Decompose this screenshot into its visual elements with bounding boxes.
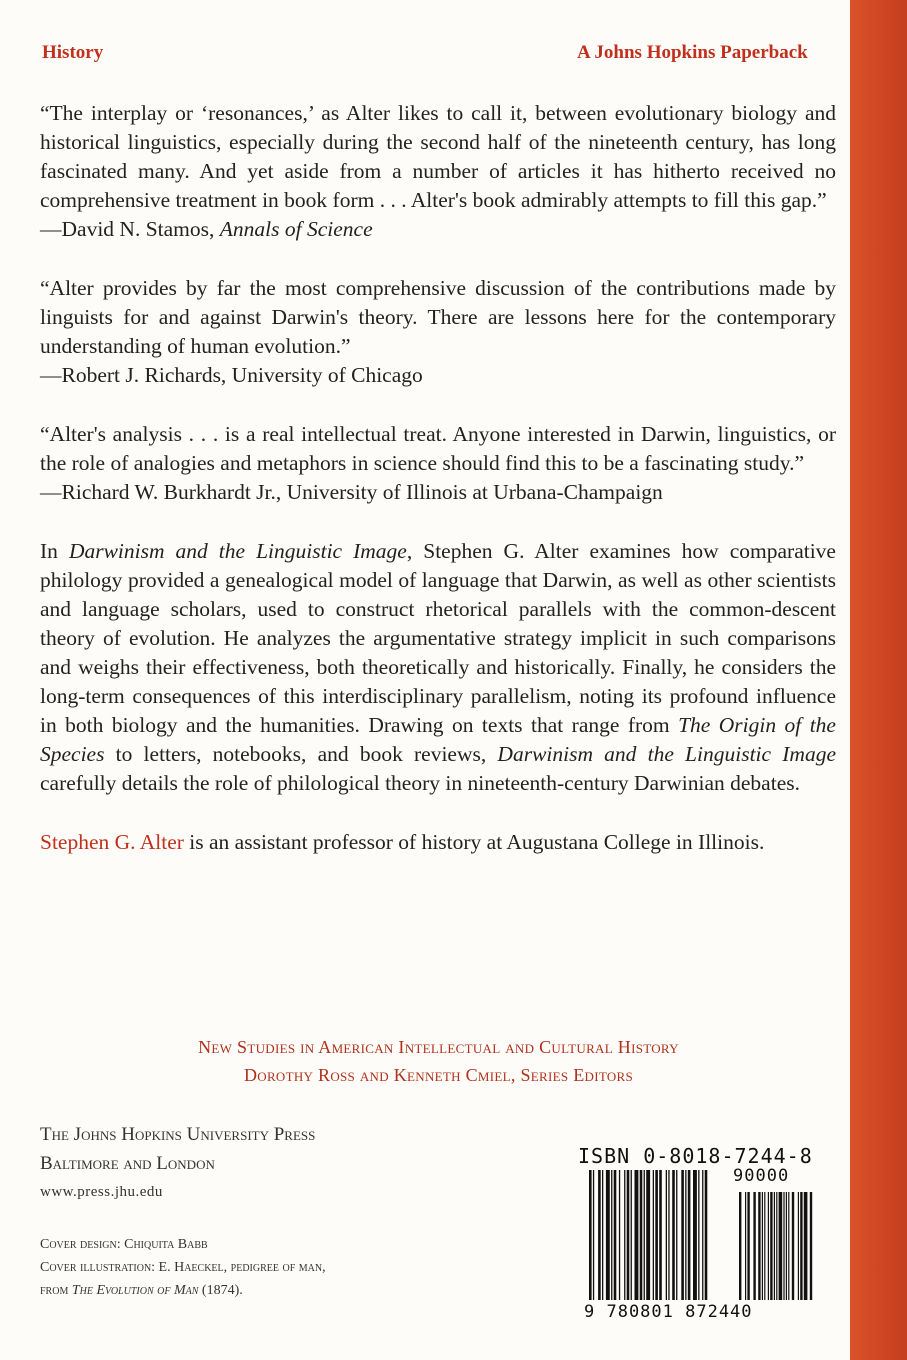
barcode-bar xyxy=(653,1170,654,1300)
barcode-bar xyxy=(606,1170,610,1300)
series-title: New Studies in American Intellectual and Cultural History xyxy=(198,1037,679,1057)
barcode-addon-bar xyxy=(764,1192,765,1300)
book-description: In Darwinism and the Linguistic Image, Stephen G. Alter examines how comparative philology provided a genealogical model of language that Darwin, as well as other scientists and language scholars, used to construct rhetorical parallels with the common-descent theory of evolution. He analyzes the argumentative strategy implicit in such comparisons and weighs their effectiveness, both theoretically and historically. Finally, he considers the long-term consequences of this interdisciplinary parallelism, noting its profound influence in both biology and the humanities. Drawing on texts that range from The Origin of the Species to letters, notebooks, and book reviews, Darwinism and the Linguistic Image carefully details the role of philological theory in nineteenth-century Darwinian debates. xyxy=(40,539,836,795)
price-addon-number: 90000 xyxy=(733,1166,790,1186)
quote-text: “The interplay or ‘resonances,’ as Alter likes to call it, between evolutionary biology and historical linguistics, especially during the second half of the nineteenth century, has long fascinated many. And yet aside from a number of articles it has hitherto received no comprehensive treatment in book form . . . Alter's book admirably attempts to fill this gap.” xyxy=(40,101,836,212)
barcode-addon-bar xyxy=(783,1192,784,1300)
isbn-label: ISBN 0-8018-7244-8 xyxy=(578,1144,813,1168)
barcode-bar xyxy=(681,1170,684,1300)
barcode-bar xyxy=(666,1170,667,1300)
barcode-bar xyxy=(614,1170,617,1300)
barcode-addon-bar xyxy=(786,1192,787,1300)
barcode-addon-bar xyxy=(739,1192,741,1300)
cover-credits xyxy=(40,1233,326,1302)
barcode-bar xyxy=(688,1170,691,1300)
quote-attribution: —David N. Stamos, Annals of Science xyxy=(40,217,373,241)
barcode-addon-bar xyxy=(753,1192,755,1300)
barcode-addon-bar xyxy=(770,1192,772,1300)
barcode-bar xyxy=(589,1170,592,1300)
publisher-name: The Johns Hopkins University Press xyxy=(40,1124,316,1145)
publisher-info xyxy=(40,1120,315,1207)
barcode-bar xyxy=(627,1170,630,1300)
cover-design-credit: Cover design: Chiquita Babb xyxy=(40,1237,208,1252)
series-label: A Johns Hopkins Paperback xyxy=(577,42,808,63)
quote-block xyxy=(40,420,836,507)
barcode-addon-bar xyxy=(768,1192,769,1300)
barcode-bar xyxy=(668,1170,669,1300)
barcode-bar xyxy=(644,1170,645,1300)
cover-illustration-source: from The Evolution of Man (1874). xyxy=(40,1283,243,1298)
barcode-bar xyxy=(640,1170,643,1300)
barcode-bar xyxy=(593,1170,594,1300)
barcode-bar xyxy=(655,1170,658,1300)
barcode-addon-bar xyxy=(758,1192,760,1300)
barcode-bar xyxy=(685,1170,686,1300)
barcode-bar xyxy=(646,1170,650,1300)
barcode-addon-bar xyxy=(774,1192,775,1300)
barcode-bar xyxy=(635,1170,639,1300)
barcode-addon-bar xyxy=(747,1192,749,1300)
barcode-addon-bar xyxy=(792,1192,794,1300)
barcode-bar xyxy=(611,1170,612,1300)
book-spine-edge xyxy=(850,0,907,1360)
main-content xyxy=(40,99,836,887)
barcode-bar xyxy=(676,1170,677,1300)
ean-number: 9 780801 872440 xyxy=(584,1302,753,1322)
barcode-bar xyxy=(672,1170,675,1300)
barcode-bar xyxy=(598,1170,601,1300)
series-editors: Dorothy Ross and Kenneth Cmiel, Series Editors xyxy=(243,1065,634,1085)
barcode-addon-bar xyxy=(762,1192,763,1300)
barcode-addon-bar xyxy=(804,1192,808,1300)
barcode-bar xyxy=(698,1170,699,1300)
barcode-bar xyxy=(659,1170,662,1300)
author-bio: Stephen G. Alter is an assistant professor of history at Augustana College in Illinois. xyxy=(40,830,765,854)
barcode-addon-bar xyxy=(810,1192,812,1300)
barcode-addon-bar xyxy=(776,1192,777,1300)
quote-attribution: —Robert J. Richards, University of Chicago xyxy=(40,363,423,387)
barcode-addon-bar xyxy=(788,1192,789,1300)
publisher-city: Baltimore and London xyxy=(40,1153,215,1174)
quote-block xyxy=(40,99,836,244)
barcode-bar xyxy=(624,1170,625,1300)
barcode-bar xyxy=(693,1170,697,1300)
barcode-addon-bar xyxy=(798,1192,799,1300)
category-label: History xyxy=(42,42,104,63)
barcode-bar xyxy=(602,1170,603,1300)
barcode-bar xyxy=(705,1170,708,1300)
barcode-bar xyxy=(702,1170,703,1300)
barcode-bar xyxy=(631,1170,632,1300)
barcode-bar xyxy=(619,1170,620,1300)
quote-block xyxy=(40,274,836,390)
quote-text: “Alter provides by far the most comprehensive discussion of the contributions made by linguists for and against Darwin's theory. There are lessons here for the contemporary understanding of human evolution.” xyxy=(40,276,836,358)
cover-illustration-credit: Cover illustration: E. Haeckel, pedigree of man, xyxy=(40,1260,326,1275)
barcode-addon-bar xyxy=(779,1192,783,1300)
publisher-url: www.press.jhu.edu xyxy=(40,1184,163,1200)
author-name: Stephen G. Alter xyxy=(40,830,184,854)
barcode-addon-bar xyxy=(800,1192,802,1300)
series-info xyxy=(0,1033,877,1089)
quote-text: “Alter's analysis . . . is a real intellectual treat. Anyone interested in Darwin, linguistics, or the role of analogies and metaphors in science should find this to be a fascinating study.” xyxy=(40,422,836,475)
quote-attribution: —Richard W. Burkhardt Jr., University of Illinois at Urbana-Champaign xyxy=(40,480,663,504)
isbn-barcode xyxy=(589,1170,835,1300)
barcode-addon-bar xyxy=(745,1192,746,1300)
